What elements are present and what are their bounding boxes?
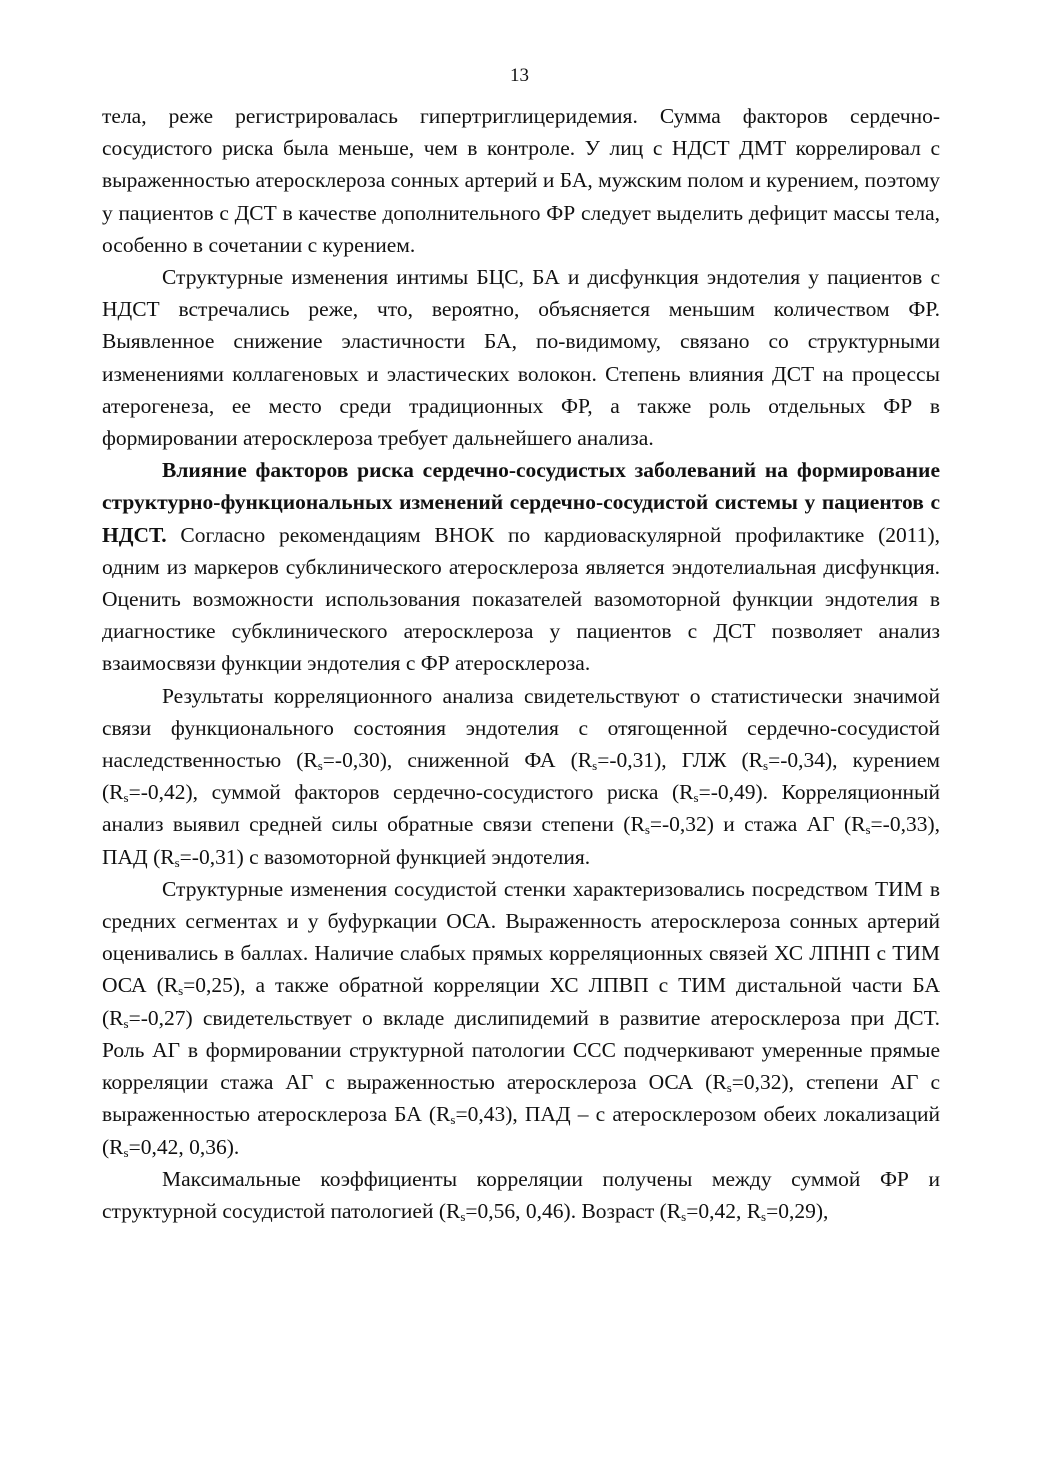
- subscript-index: s: [592, 758, 598, 774]
- paragraph-text: =0,32), степени АГ с выраженностью атеросклероза БА (R: [102, 1070, 940, 1127]
- subscript-index: s: [123, 1015, 129, 1031]
- body-paragraph: [102, 873, 940, 1163]
- subscript-index: s: [178, 983, 184, 999]
- subscript-index: s: [681, 1208, 687, 1224]
- document-body: [102, 100, 940, 1227]
- paragraph-text: Согласно рекомендациям ВНОК по кардиоваскулярной профилактике (2011), одним из маркеров субклинического атеросклероза является эндотелиальная дисфункция. Оценить возможности использования показателей вазомоторной функции эндотелия в диагностике субклинического атеросклероза у пациентов с ДСТ позволяет анализ взаимосвязи функции эндотелия с ФР атеросклероза.: [102, 522, 940, 676]
- paragraph-text: Структурные изменения сосудистой стенки характеризовались посредством ТИМ в средних сегментах и у буфуркации ОСА. Выраженность атеросклероза сонных артерий оценивались в баллах. Наличие слабых прямых корреляционных связей ХС ЛПНП с ТИМ ОСА (R: [102, 876, 940, 998]
- body-paragraph: [102, 680, 940, 873]
- subscript-index: s: [317, 758, 323, 774]
- subscript-index: s: [123, 1144, 129, 1160]
- paragraph-text: =-0,33), ПАД (R: [102, 812, 940, 869]
- paragraph-text: =-0,49). Корреляционный анализ выявил средней силы обратные связи степени (R: [102, 780, 940, 837]
- paragraph-text: =-0,32) и стажа АГ (R: [649, 812, 866, 837]
- paragraph-text: =-0,34), курением (R: [102, 748, 940, 805]
- page-number: 13: [510, 65, 529, 86]
- subscript-index: s: [644, 822, 650, 838]
- paragraph-text: Результаты корреляционного анализа свидетельствуют о статистически значимой связи функционального состояния эндотелия с отягощенной сердечно-сосудистой наследственностью (R: [102, 683, 940, 773]
- paragraph-text: =0,29),: [766, 1198, 829, 1223]
- subscript-index: s: [693, 790, 699, 806]
- paragraph-text: Максимальные коэффициенты корреляции получены между суммой ФР и структурной сосудистой патологией (R: [102, 1166, 940, 1223]
- paragraph-text: =-0,31) с вазомоторной функцией эндотелия.: [179, 844, 591, 869]
- subscript-index: s: [450, 1112, 456, 1128]
- subscript-index: s: [865, 822, 871, 838]
- paragraph-text: =-0,30), сниженной ФА (R: [322, 748, 593, 773]
- paragraph-text: =0,43), ПАД – с атеросклерозом обеих локализаций (R: [102, 1102, 941, 1159]
- subscript-index: s: [763, 758, 769, 774]
- paragraph-text: =0,42, R: [686, 1198, 762, 1223]
- body-paragraph: [102, 100, 940, 261]
- subscript-index: s: [761, 1208, 767, 1224]
- paragraph-text: тела, реже регистрировалась гипертриглицеридемия. Сумма факторов сердечно-сосудистого риска была меньше, чем в контроле. У лиц с НДСТ ДМТ коррелировал с выраженностью атеросклероза сонных артерий и БА, мужским полом и курением, поэтому у пациентов с ДСТ в качестве дополнительного ФР следует выделить дефицит массы тела, особенно в сочетании с курением.: [102, 104, 940, 257]
- bold-heading-text: Влияние факторов риска сердечно-сосудистых заболеваний на формирование структурно-функциональных изменений сердечно-сосудистой системы у пациентов с НДСТ.: [102, 458, 940, 547]
- body-paragraph: [102, 454, 940, 679]
- body-paragraph: [102, 1163, 940, 1227]
- subscript-index: s: [460, 1208, 466, 1224]
- subscript-index: s: [123, 790, 129, 806]
- paragraph-text: =-0,31), ГЛЖ (R: [597, 748, 764, 773]
- subscript-index: s: [726, 1080, 732, 1096]
- paragraph-text: Структурные изменения интимы БЦС, БА и дисфункция эндотелия у пациентов с НДСТ встречались реже, что, вероятно, объясняется меньшим количеством ФР. Выявленное снижение эластичности БА, по-видимому, связано со структурными изменениями коллагеновых и эластических волокон. Степень влияния ДСТ на процессы атерогенеза, ее место среди традиционных ФР, а также роль отдельных ФР в формировании атеросклероза требует дальнейшего анализа.: [102, 265, 940, 451]
- body-paragraph: [102, 261, 940, 454]
- paragraph-text: =0,42, 0,36).: [128, 1134, 240, 1159]
- paragraph-text: =0,25), а также обратной корреляции ХС ЛПВП с ТИМ дистальной части БА (R: [102, 973, 941, 1030]
- paragraph-text: =-0,42), суммой факторов сердечно-сосудистого риска (R: [128, 780, 694, 805]
- paragraph-text: =0,56, 0,46). Возраст (R: [465, 1198, 682, 1223]
- subscript-index: s: [174, 854, 180, 870]
- paragraph-text: =-0,27) свидетельствует о вкладе дислипидемий в развитие атеросклероза при ДСТ. Роль АГ в формировании структурной патологии ССС подчеркивают умеренные прямые корреляции стажа АГ с выраженностью атеросклероза ОСА (R: [102, 1005, 940, 1095]
